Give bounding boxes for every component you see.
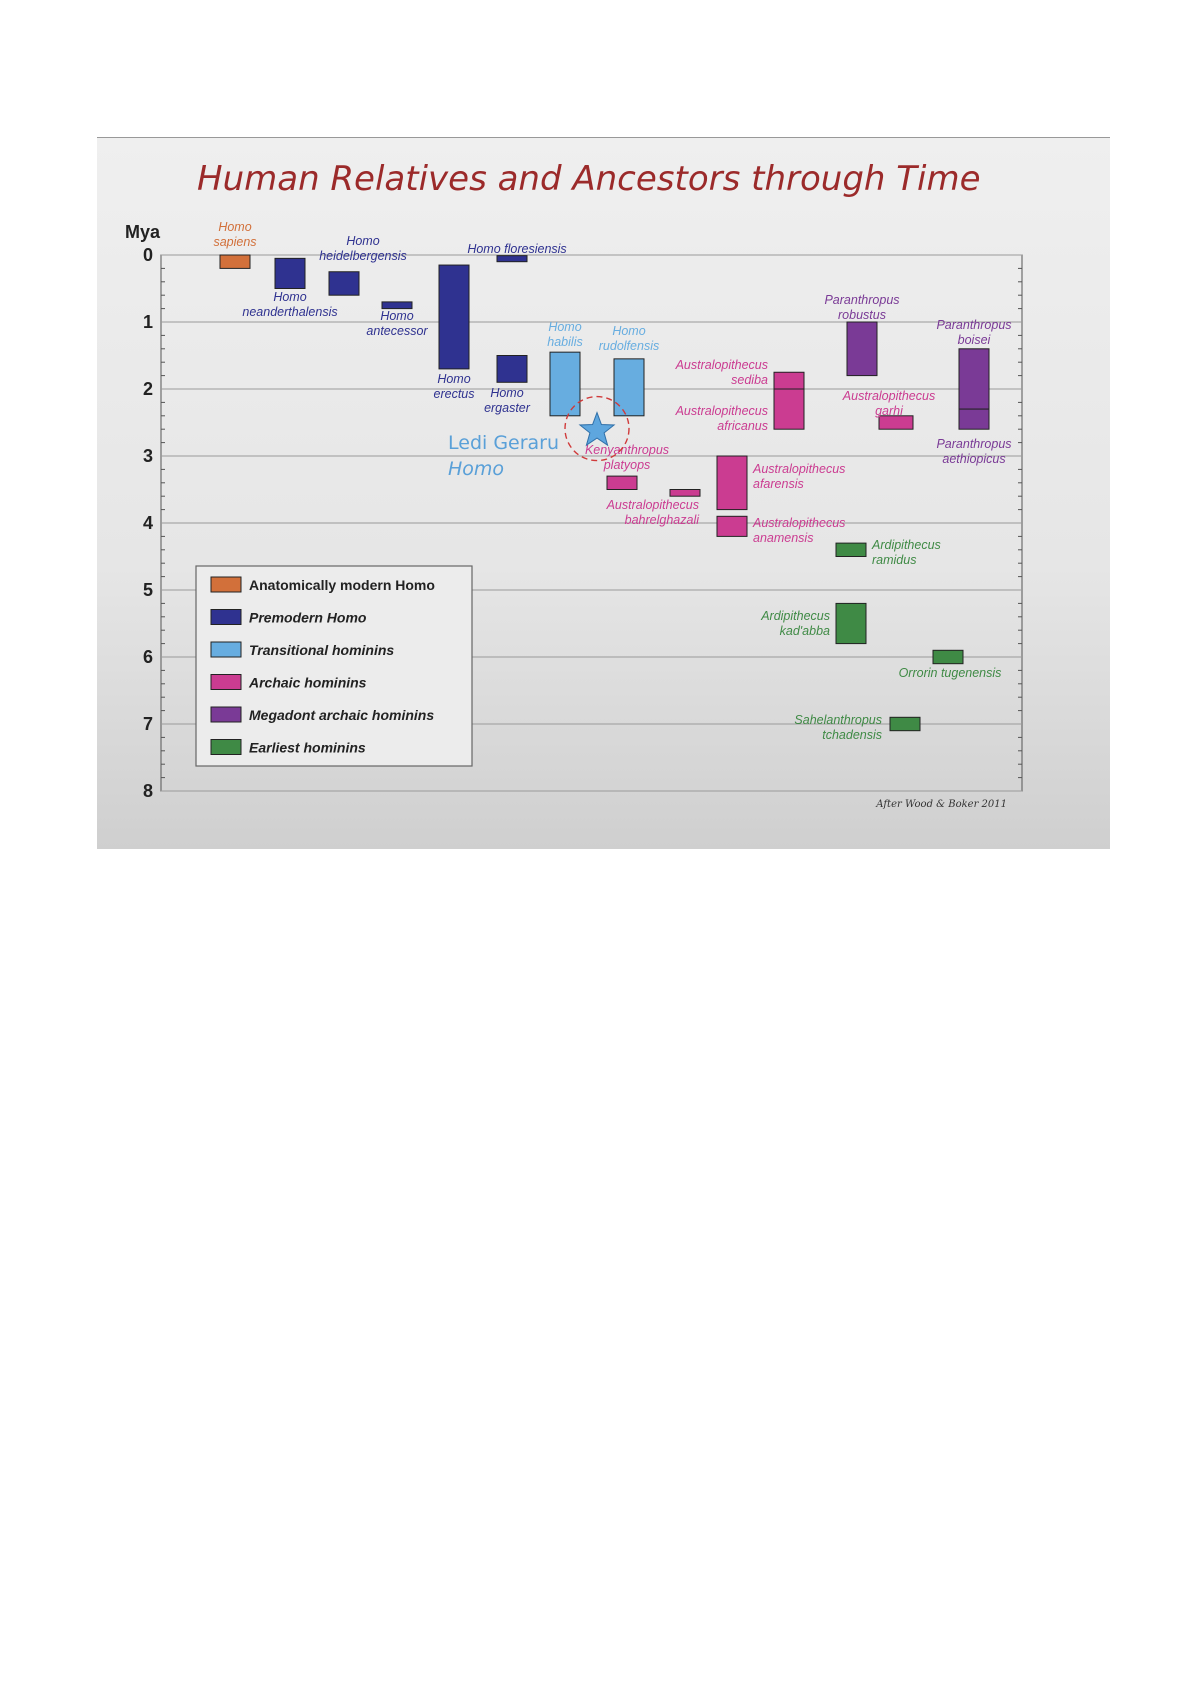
label-homo-sapiens: Homo sapiens — [213, 220, 257, 249]
bar-orrorin-tugenensis — [933, 650, 963, 663]
label-homo-habilis: Homo habilis — [547, 320, 583, 349]
legend-swatch — [211, 707, 241, 722]
legend-label: Megadont archaic hominins — [249, 707, 435, 723]
y-tick-label: 7 — [142, 714, 153, 734]
label-homo-antecessor: Homo antecessor — [366, 309, 428, 338]
label-kenyanthropus-platyops: Kenyanthropus platyops — [584, 443, 670, 472]
bar-ardipithecus-kadabba — [836, 603, 866, 643]
label-australopithecus-anamensis: Australopithecus anamensis — [753, 516, 846, 545]
legend-label: Archaic hominins — [249, 674, 367, 691]
bar-homo-antecessor — [382, 302, 412, 309]
label-ardipithecus-kadabba: Ardipithecus kad'abba — [761, 609, 830, 638]
credit: After Wood & Boker 2011 — [876, 799, 1007, 810]
label-orrorin-tugenensis: Orrorin tugenensis — [898, 666, 1002, 680]
y-tick-label: 6 — [142, 647, 153, 667]
y-tick-label: 8 — [142, 781, 153, 801]
label-australopithecus-garhi: Australopithecus garhi — [842, 389, 936, 418]
label-homo-erectus: Homo erectus — [433, 372, 475, 401]
legend-label: Premodern Homo — [249, 609, 367, 626]
legend — [196, 566, 472, 766]
bar-ardipithecus-ramidus — [836, 543, 866, 556]
label-homo-heidelbergensis: Homo heidelbergensis — [319, 234, 407, 263]
bar-paranthropus-aethiopicus — [959, 409, 989, 429]
label-australopithecus-afarensis: Australopithecus afarensis — [753, 462, 846, 491]
bar-paranthropus-robustus — [847, 322, 877, 376]
legend-label: Anatomically modern Homo — [249, 577, 435, 593]
annotation-line1: Ledi Geraru — [448, 432, 560, 454]
chart-title: Human Relatives and Ancestors through Time — [197, 159, 981, 199]
bar-homo-rudolfensis — [614, 359, 644, 416]
legend-swatch — [211, 642, 241, 657]
label-paranthropus-boisei: Paranthropus boisei — [936, 318, 1012, 347]
bar-australopithecus-sediba — [774, 372, 804, 389]
bar-homo-habilis — [550, 352, 580, 416]
label-australopithecus-bahrelghazali: Australopithecus bahrelghazali — [606, 498, 699, 527]
bar-homo-sapiens — [220, 255, 250, 268]
legend-box — [196, 566, 472, 766]
label-paranthropus-aethiopicus: Paranthropus aethiopicus — [936, 437, 1012, 466]
legend-swatch — [211, 577, 241, 592]
bar-homo-heidelbergensis — [329, 272, 359, 295]
bar-homo-erectus — [439, 265, 469, 369]
label-australopithecus-africanus: Australopithecus africanus — [675, 404, 768, 433]
y-tick-label: 5 — [142, 580, 153, 600]
annotation-line2: Homo — [448, 458, 505, 480]
label-paranthropus-robustus: Paranthropus robustus — [824, 293, 900, 322]
y-tick-label: 4 — [142, 513, 153, 533]
y-tick-label: 2 — [142, 379, 153, 399]
star-icon — [580, 413, 614, 446]
bar-homo-neanderthalensis — [275, 258, 305, 288]
bar-australopithecus-anamensis — [717, 516, 747, 536]
figure-slide — [97, 137, 1110, 849]
bar-sahelanthropus-tchadensis — [890, 717, 920, 730]
label-homo-rudolfensis: Homo rudolfensis — [598, 324, 660, 353]
bar-paranthropus-boisei — [959, 349, 989, 409]
label-homo-floresiensis: Homo floresiensis — [467, 242, 567, 256]
bar-australopithecus-bahrelghazali — [670, 490, 700, 497]
y-axis-label: Mya — [125, 222, 161, 242]
bar-homo-floresiensis — [497, 256, 527, 262]
label-homo-neanderthalensis: Homo neanderthalensis — [242, 290, 338, 319]
legend-swatch — [211, 610, 241, 625]
legend-label: Earliest hominins — [249, 739, 366, 756]
y-tick-label: 3 — [142, 446, 153, 466]
legend-swatch — [211, 675, 241, 690]
label-homo-ergaster: Homo ergaster — [484, 386, 530, 415]
legend-label: Transitional hominins — [249, 642, 395, 658]
bar-australopithecus-africanus — [774, 389, 804, 429]
label-australopithecus-sediba: Australopithecus sediba — [675, 358, 768, 387]
chart — [97, 138, 1110, 849]
y-tick-label: 0 — [142, 245, 153, 265]
ledi-geraru-annotation — [448, 397, 629, 480]
legend-swatch — [211, 740, 241, 755]
bar-homo-ergaster — [497, 356, 527, 383]
label-ardipithecus-ramidus: Ardipithecus ramidus — [872, 538, 941, 567]
bar-kenyanthropus-platyops — [607, 476, 637, 489]
label-sahelanthropus-tchadensis: Sahelanthropus tchadensis — [794, 713, 882, 742]
bar-australopithecus-afarensis — [717, 456, 747, 510]
y-tick-label: 1 — [142, 312, 153, 332]
